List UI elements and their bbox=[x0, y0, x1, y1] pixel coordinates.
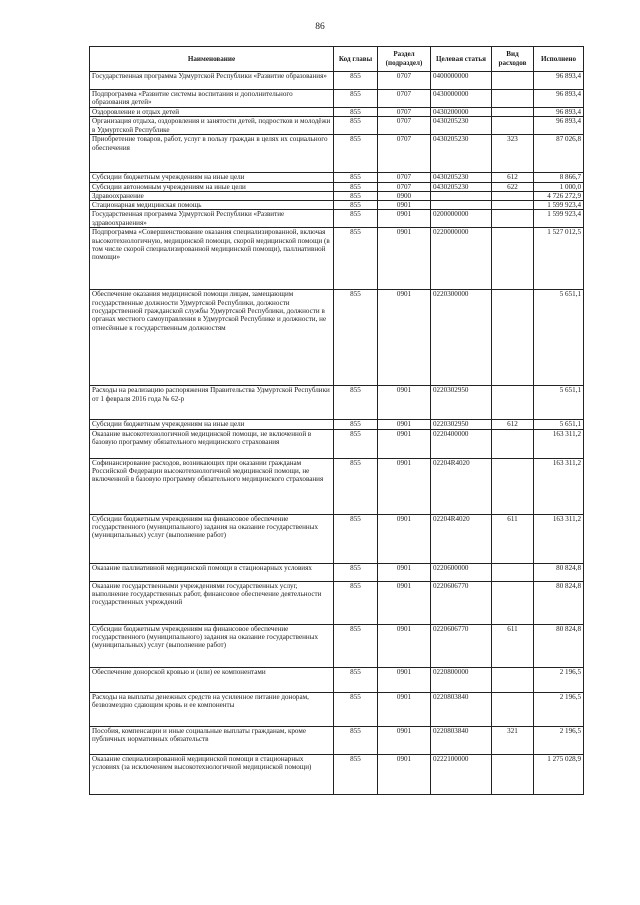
cell-type bbox=[492, 667, 534, 692]
cell-code: 855 bbox=[334, 420, 378, 429]
budget-table bbox=[89, 46, 584, 795]
cell-section: 0707 bbox=[378, 72, 431, 90]
cell-article: 0220606770 bbox=[431, 624, 492, 667]
cell-article: 0220803840 bbox=[431, 692, 492, 726]
cell-article: 0200000000 bbox=[431, 210, 492, 228]
table-row bbox=[90, 173, 584, 182]
cell-code: 855 bbox=[334, 754, 378, 794]
cell-amount: 2 196,5 bbox=[534, 692, 584, 726]
cell-name: Государственная программа Удмуртской Республики «Развитие образования» bbox=[90, 72, 334, 90]
cell-code: 855 bbox=[334, 108, 378, 117]
cell-name: Обеспечение донорской кровью и (или) ее компонентами bbox=[90, 667, 334, 692]
cell-code: 855 bbox=[334, 290, 378, 386]
cell-article: 0222100000 bbox=[431, 754, 492, 794]
cell-section: 0901 bbox=[378, 228, 431, 290]
cell-amount: 5 651,1 bbox=[534, 290, 584, 386]
cell-amount: 8 866,7 bbox=[534, 173, 584, 182]
cell-type bbox=[492, 201, 534, 210]
cell-article bbox=[431, 191, 492, 200]
cell-code: 855 bbox=[334, 692, 378, 726]
cell-article: 02204R4020 bbox=[431, 458, 492, 514]
cell-section: 0707 bbox=[378, 135, 431, 173]
cell-name: Субсидии бюджетным учреждениям на финансовое обеспечение государственного (муниципального) задания на оказание государственных (муниципальных) услуг (выполнение работ) bbox=[90, 624, 334, 667]
cell-section: 0901 bbox=[378, 563, 431, 581]
cell-type bbox=[492, 191, 534, 200]
cell-section: 0901 bbox=[378, 386, 431, 420]
table-row bbox=[90, 117, 584, 135]
cell-article: 0220803840 bbox=[431, 726, 492, 754]
cell-section: 0707 bbox=[378, 182, 431, 191]
cell-section: 0707 bbox=[378, 117, 431, 135]
cell-section: 0900 bbox=[378, 191, 431, 200]
cell-name: Приобретение товаров, работ, услуг в пользу граждан в целях их социального обеспечения bbox=[90, 135, 334, 173]
cell-name: Оказание специализированной медицинской помощи в стационарных условиях (за исключением высокотехнологичной медицинской помощи) bbox=[90, 754, 334, 794]
cell-type bbox=[492, 210, 534, 228]
cell-section: 0901 bbox=[378, 420, 431, 429]
cell-code: 855 bbox=[334, 228, 378, 290]
cell-article: 0400000000 bbox=[431, 72, 492, 90]
cell-amount: 1 275 028,9 bbox=[534, 754, 584, 794]
cell-type: 612 bbox=[492, 420, 534, 429]
table-row bbox=[90, 692, 584, 726]
cell-section: 0901 bbox=[378, 667, 431, 692]
table-row bbox=[90, 514, 584, 563]
table-row bbox=[90, 191, 584, 200]
cell-article: 0430205230 bbox=[431, 173, 492, 182]
cell-article bbox=[431, 201, 492, 210]
cell-article: 0220600000 bbox=[431, 563, 492, 581]
cell-name: Расходы на выплаты денежных средств на усиленное питание донорам, безвозмездно сдающим кровь и ее компоненты bbox=[90, 692, 334, 726]
cell-article: 02204R4020 bbox=[431, 514, 492, 563]
table-row bbox=[90, 624, 584, 667]
cell-code: 855 bbox=[334, 514, 378, 563]
cell-amount: 1 599 923,4 bbox=[534, 210, 584, 228]
cell-type: 612 bbox=[492, 173, 534, 182]
cell-type bbox=[492, 72, 534, 90]
cell-section: 0901 bbox=[378, 458, 431, 514]
cell-name: Оказание паллиативной медицинской помощи в стационарных условиях bbox=[90, 563, 334, 581]
cell-code: 855 bbox=[334, 90, 378, 108]
cell-article: 0220302950 bbox=[431, 420, 492, 429]
cell-code: 855 bbox=[334, 182, 378, 191]
cell-amount: 2 196,5 bbox=[534, 726, 584, 754]
table-row bbox=[90, 108, 584, 117]
cell-code: 855 bbox=[334, 173, 378, 182]
cell-name: Субсидии бюджетным учреждениям на иные цели bbox=[90, 173, 334, 182]
cell-name: Подпрограмма «Развитие системы воспитания и дополнительного образования детей» bbox=[90, 90, 334, 108]
cell-section: 0707 bbox=[378, 173, 431, 182]
cell-type bbox=[492, 563, 534, 581]
cell-name: Расходы на реализацию распоряжения Правительства Удмуртской Республики от 1 февраля 2016 года № 62-р bbox=[90, 386, 334, 420]
cell-amount: 96 893,4 bbox=[534, 117, 584, 135]
table-row bbox=[90, 135, 584, 173]
table-row bbox=[90, 228, 584, 290]
table-row bbox=[90, 754, 584, 794]
table-row bbox=[90, 72, 584, 90]
cell-section: 0707 bbox=[378, 90, 431, 108]
cell-code: 855 bbox=[334, 667, 378, 692]
cell-code: 855 bbox=[334, 726, 378, 754]
table-row bbox=[90, 667, 584, 692]
cell-amount: 5 651,1 bbox=[534, 386, 584, 420]
cell-amount: 163 311,2 bbox=[534, 429, 584, 458]
cell-name: Оказание высокотехнологичной медицинской помощи, не включенной в базовую программу обязательного медицинского страхования bbox=[90, 429, 334, 458]
header-type: Вид расходов bbox=[492, 47, 534, 72]
table-row bbox=[90, 458, 584, 514]
cell-article: 0220800000 bbox=[431, 667, 492, 692]
cell-article: 0430200000 bbox=[431, 108, 492, 117]
table-row bbox=[90, 420, 584, 429]
table-row bbox=[90, 386, 584, 420]
cell-type bbox=[492, 429, 534, 458]
cell-name: Стационарная медицинская помощь bbox=[90, 201, 334, 210]
page-number: 86 bbox=[315, 22, 325, 32]
cell-type bbox=[492, 458, 534, 514]
cell-type bbox=[492, 108, 534, 117]
cell-code: 855 bbox=[334, 458, 378, 514]
cell-type: 611 bbox=[492, 514, 534, 563]
header-section: Раздел (подраздел) bbox=[378, 47, 431, 72]
cell-type bbox=[492, 228, 534, 290]
cell-name: Обеспечение оказания медицинской помощи лицам, замещающим государственные должности Удмуртской Республики, должности государственной гражданской службы Удмуртской Республики, должности в органах местного самоуправления в Удмуртской Республике и должности, не отнесённые к государственным должностям bbox=[90, 290, 334, 386]
cell-code: 855 bbox=[334, 581, 378, 624]
cell-amount: 5 651,1 bbox=[534, 420, 584, 429]
header-code: Код главы bbox=[334, 47, 378, 72]
cell-article: 0430205230 bbox=[431, 135, 492, 173]
cell-code: 855 bbox=[334, 210, 378, 228]
cell-article: 0220000000 bbox=[431, 228, 492, 290]
cell-section: 0901 bbox=[378, 624, 431, 667]
cell-type bbox=[492, 692, 534, 726]
table-header-row bbox=[90, 47, 584, 72]
cell-code: 855 bbox=[334, 191, 378, 200]
cell-amount: 1 527 012,5 bbox=[534, 228, 584, 290]
cell-section: 0707 bbox=[378, 108, 431, 117]
cell-name: Оказание государственными учреждениями государственных услуг, выполнение государственных работ, финансовое обеспечение деятельности государственных учреждений bbox=[90, 581, 334, 624]
cell-code: 855 bbox=[334, 72, 378, 90]
cell-code: 855 bbox=[334, 386, 378, 420]
cell-article: 0430205230 bbox=[431, 182, 492, 191]
header-amount: Исполнено bbox=[534, 47, 584, 72]
cell-amount: 163 311,2 bbox=[534, 514, 584, 563]
cell-amount: 96 893,4 bbox=[534, 72, 584, 90]
cell-article: 0220606770 bbox=[431, 581, 492, 624]
cell-amount: 80 824,8 bbox=[534, 624, 584, 667]
cell-type: 323 bbox=[492, 135, 534, 173]
cell-amount: 2 196,5 bbox=[534, 667, 584, 692]
cell-section: 0901 bbox=[378, 429, 431, 458]
table-row bbox=[90, 563, 584, 581]
cell-name: Субсидии автономным учреждениям на иные цели bbox=[90, 182, 334, 191]
cell-name: Государственная программа Удмуртской Республики «Развитие здравоохранения» bbox=[90, 210, 334, 228]
header-article: Целевая статья bbox=[431, 47, 492, 72]
cell-article: 0430205230 bbox=[431, 117, 492, 135]
cell-type bbox=[492, 754, 534, 794]
cell-code: 855 bbox=[334, 201, 378, 210]
table-row bbox=[90, 182, 584, 191]
cell-name: Организация отдыха, оздоровления и занятости детей, подростков и молодёжи в Удмуртской Республике bbox=[90, 117, 334, 135]
cell-amount: 1 599 923,4 bbox=[534, 201, 584, 210]
cell-code: 855 bbox=[334, 563, 378, 581]
cell-section: 0901 bbox=[378, 692, 431, 726]
cell-name: Подпрограмма «Совершенствование оказания специализированной, включая высокотехнологичную, медицинской помощи, скорой медицинской помощи (в том числе скорой специализированной медицинской помощи), паллиативной помощи» bbox=[90, 228, 334, 290]
cell-section: 0901 bbox=[378, 726, 431, 754]
table-row bbox=[90, 429, 584, 458]
cell-name: Пособия, компенсации и иные социальные выплаты гражданам, кроме публичных нормативных обязательств bbox=[90, 726, 334, 754]
cell-amount: 87 026,8 bbox=[534, 135, 584, 173]
cell-section: 0901 bbox=[378, 581, 431, 624]
cell-code: 855 bbox=[334, 624, 378, 667]
cell-name: Оздоровление и отдых детей bbox=[90, 108, 334, 117]
cell-amount: 96 893,4 bbox=[534, 90, 584, 108]
cell-code: 855 bbox=[334, 135, 378, 173]
cell-type bbox=[492, 386, 534, 420]
cell-code: 855 bbox=[334, 429, 378, 458]
cell-amount: 1 000,0 bbox=[534, 182, 584, 191]
cell-section: 0901 bbox=[378, 201, 431, 210]
cell-name: Субсидии бюджетным учреждениям на иные цели bbox=[90, 420, 334, 429]
cell-name: Здравоохранение bbox=[90, 191, 334, 200]
cell-amount: 80 824,8 bbox=[534, 581, 584, 624]
cell-section: 0901 bbox=[378, 290, 431, 386]
table-row bbox=[90, 201, 584, 210]
cell-name: Субсидии бюджетным учреждениям на финансовое обеспечение государственного (муниципального) задания на оказание государственных (муниципальных) услуг (выполнение работ) bbox=[90, 514, 334, 563]
cell-type: 321 bbox=[492, 726, 534, 754]
cell-type bbox=[492, 117, 534, 135]
table-body bbox=[90, 72, 584, 795]
table-row bbox=[90, 726, 584, 754]
cell-type bbox=[492, 581, 534, 624]
cell-amount: 96 893,4 bbox=[534, 108, 584, 117]
cell-section: 0901 bbox=[378, 210, 431, 228]
cell-name: Софинансирование расходов, возникающих при оказании гражданам Российской Федерации высокотехнологичной медицинской помощи, не включенной в базовую программу обязательного медицинского страхования bbox=[90, 458, 334, 514]
cell-type: 611 bbox=[492, 624, 534, 667]
cell-article: 0220400000 bbox=[431, 429, 492, 458]
cell-article: 0220300000 bbox=[431, 290, 492, 386]
cell-type bbox=[492, 90, 534, 108]
table-row bbox=[90, 290, 584, 386]
cell-section: 0901 bbox=[378, 754, 431, 794]
table-row bbox=[90, 581, 584, 624]
cell-amount: 163 311,2 bbox=[534, 458, 584, 514]
cell-type bbox=[492, 290, 534, 386]
cell-amount: 4 726 272,9 bbox=[534, 191, 584, 200]
header-name: Наименование bbox=[90, 47, 334, 72]
cell-type: 622 bbox=[492, 182, 534, 191]
cell-article: 0430000000 bbox=[431, 90, 492, 108]
table-row bbox=[90, 90, 584, 108]
cell-amount: 80 824,8 bbox=[534, 563, 584, 581]
cell-article: 0220302950 bbox=[431, 386, 492, 420]
table-row bbox=[90, 210, 584, 228]
cell-section: 0901 bbox=[378, 514, 431, 563]
cell-code: 855 bbox=[334, 117, 378, 135]
